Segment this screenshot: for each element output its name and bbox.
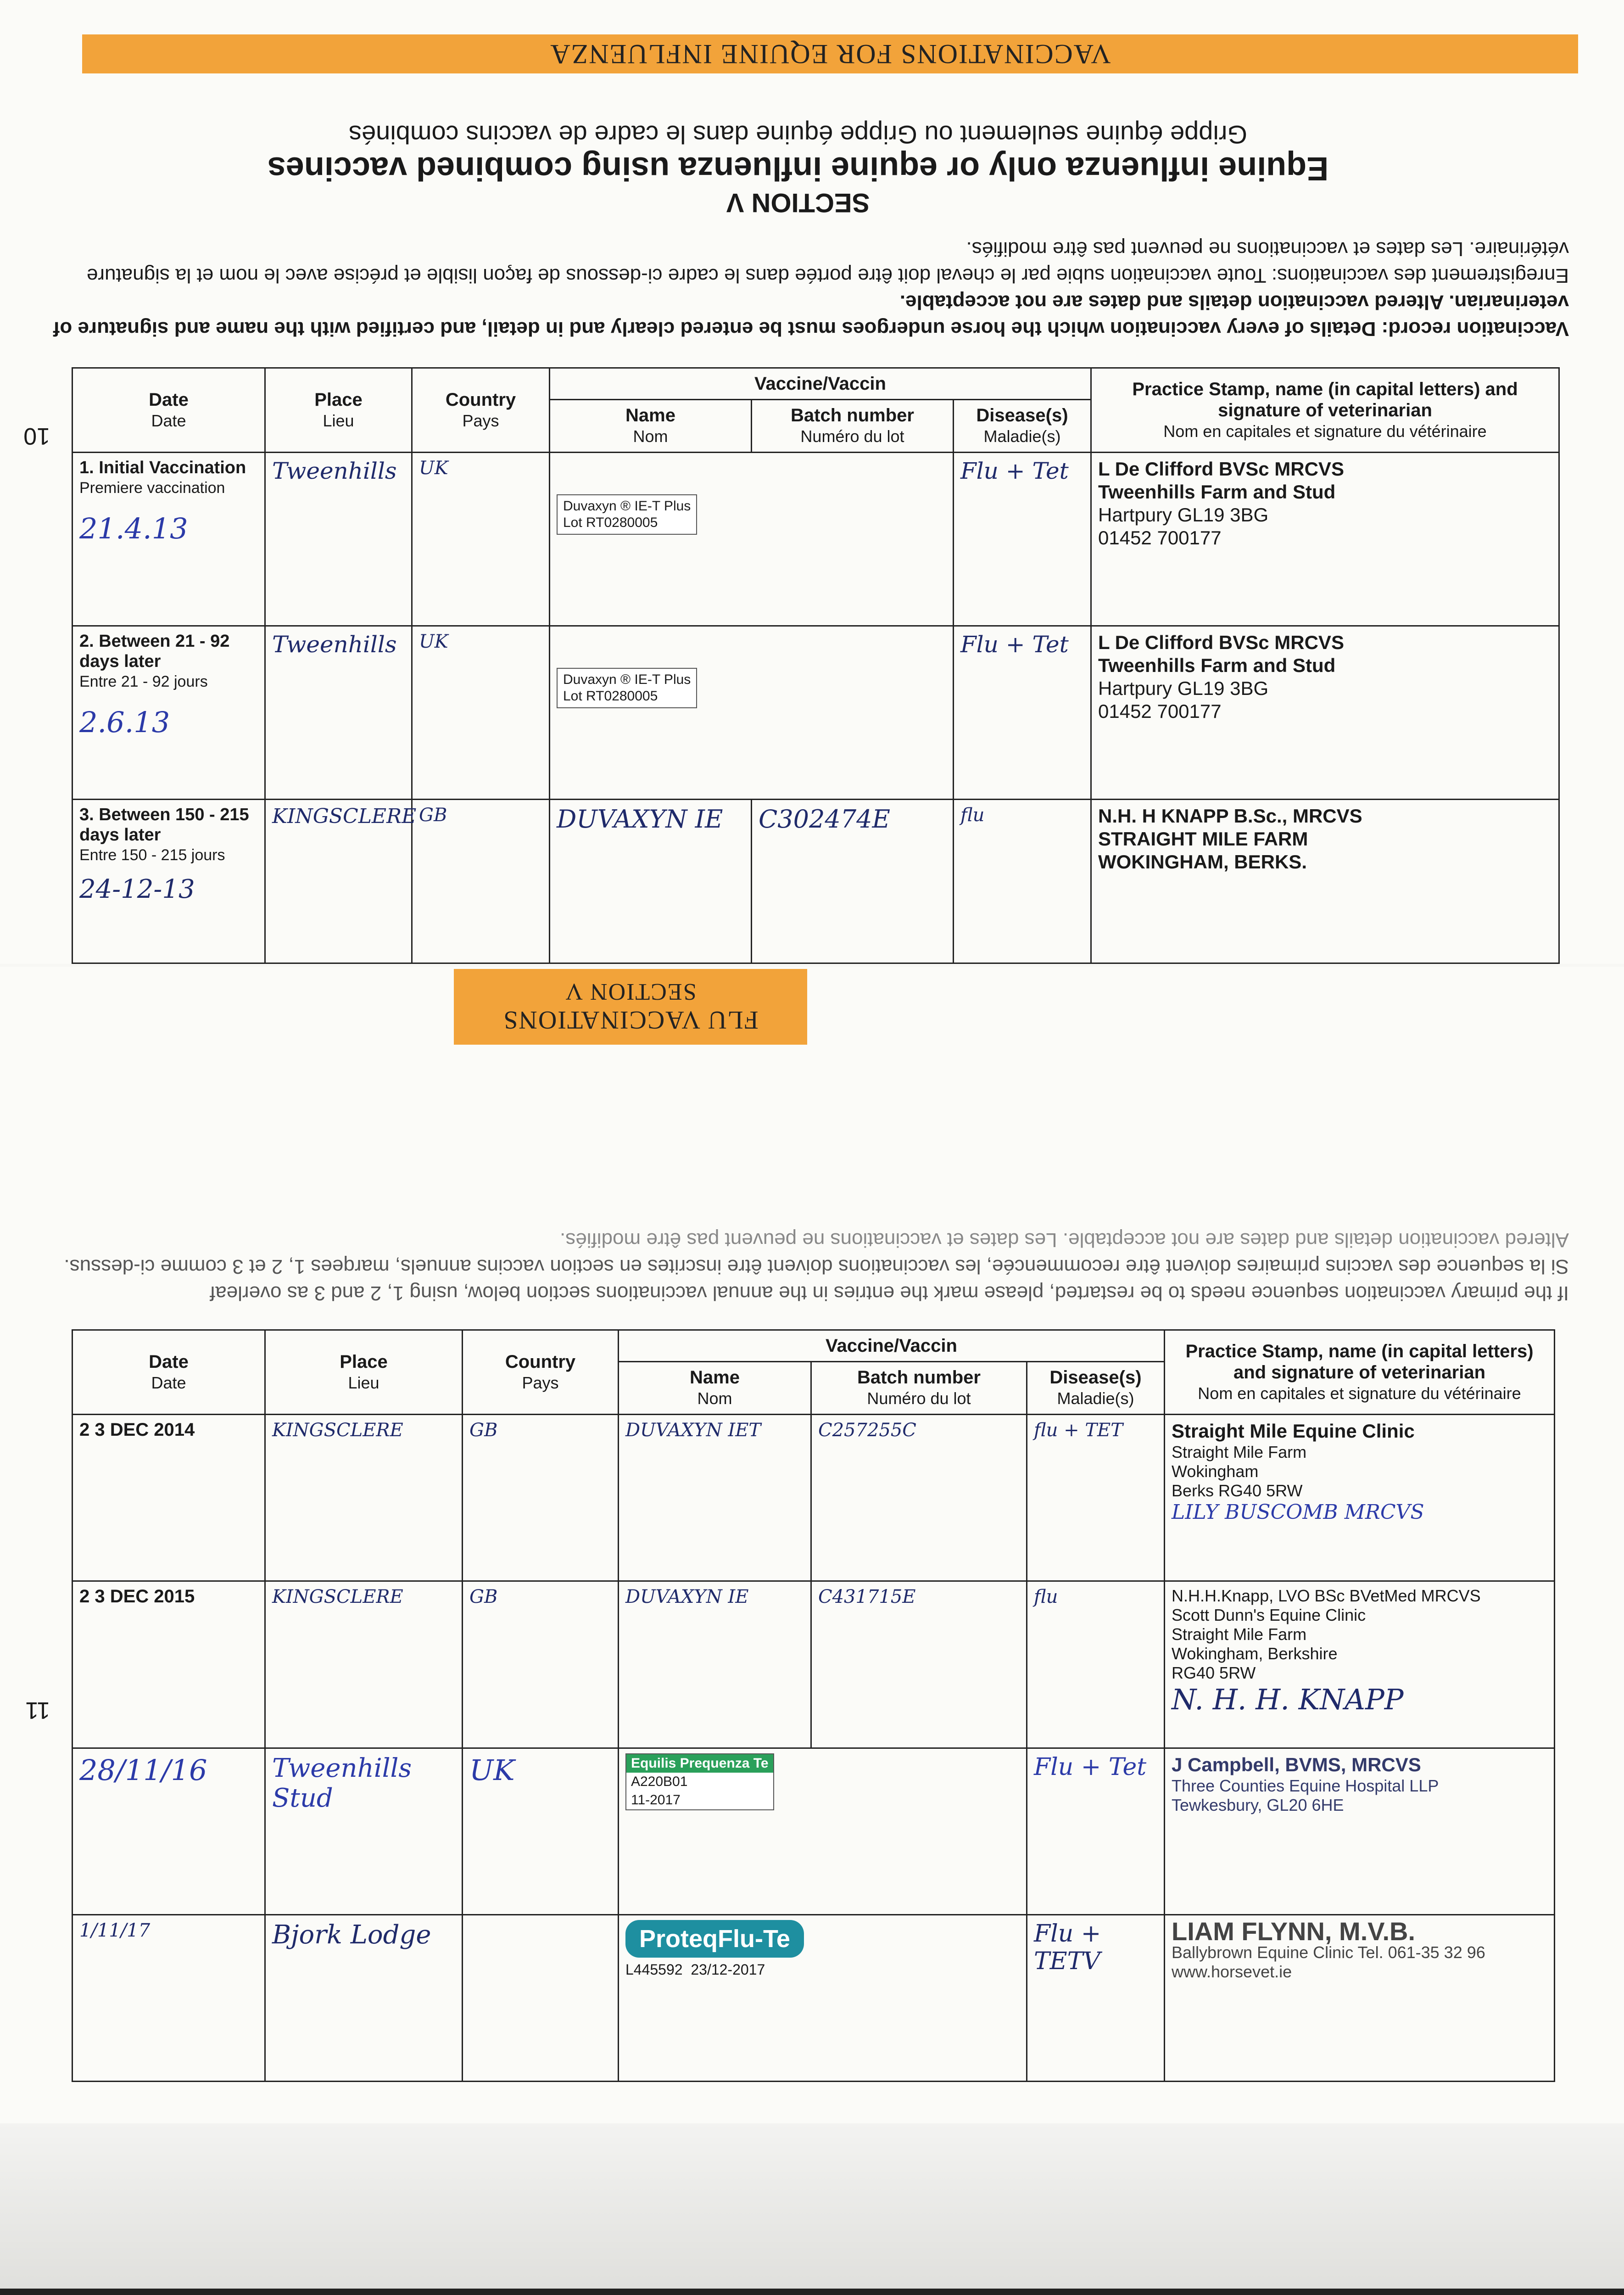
table-row [72, 1581, 1554, 1748]
row-place: Tweenhills Stud [265, 1748, 462, 1914]
stamp-line: Straight Mile Equine Clinic [1172, 1420, 1415, 1442]
row-date [72, 453, 265, 626]
row-vaccine-sticker [549, 626, 953, 800]
vet-name: N. H. H. KNAPP [1172, 1683, 1404, 1717]
sticker-product: Duvaxyn ® IE-T Plus [563, 672, 691, 688]
stamp-line: L De Clifford BVSc MRCVS [1098, 458, 1344, 480]
row-practice-stamp [1091, 800, 1559, 963]
stamp-line: Wokingham, Berkshire [1172, 1644, 1338, 1663]
row-place: Bjork Lodge [265, 1914, 462, 2081]
section-banner: VACCINATIONS FOR EQUINE INFLUENZA [82, 34, 1578, 73]
stamp-line: 01452 700177 [1098, 700, 1222, 722]
header-disease: Disease(s) Maladie(s) [953, 400, 1091, 453]
page-number: 11 [25, 1697, 50, 1724]
section-banner [454, 969, 807, 1045]
record-fr: Enregistrement des vaccinations: Toute vaccination subie par le cheval doit être portée dans le cadre ci-dessous de façon lisible et précise avec le nom et la signature vétérinaire. Les dates et vaccinations ne peuvent pas être modifiés. [86, 238, 1569, 287]
header-country: Country Pays [412, 368, 549, 453]
row-practice-stamp [1165, 1415, 1555, 1581]
vaccine-label-sticker [557, 494, 697, 535]
row-date: 28/11/16 [72, 1748, 265, 1914]
row-batch: C302474E [751, 800, 953, 963]
stamp-line: RG40 5RW [1172, 1663, 1256, 1683]
row-vaccine-sticker [618, 1914, 1027, 2081]
row-disease: Flu + Tet [953, 626, 1091, 800]
row-date: 2 3 DEC 2014 [72, 1415, 265, 1581]
record-en: Vaccination record: Details of every vaccination which the horse undergoes must be entered clearly and in detail, and certified with the name and signature of veterinarian. Altered vaccination details and dates are not acceptable. [53, 291, 1569, 340]
row-country: GB [462, 1415, 618, 1581]
row-country: UK [412, 453, 549, 626]
row-vaccine-name: DUVAXYN IE [618, 1581, 811, 1748]
stamp-line: N.H.H.Knapp, LVO BSc BVetMed MRCVS [1172, 1586, 1481, 1606]
row-practice-stamp [1091, 626, 1559, 800]
vaccine-label-sticker [625, 1753, 774, 1810]
header-batch: Batch number Numéro du lot [811, 1362, 1027, 1415]
row-date [72, 800, 265, 963]
row-place: Tweenhills [265, 626, 412, 800]
stamp-line: Straight Mile Farm [1172, 1443, 1307, 1461]
stamp-line: WOKINGHAM, BERKS. [1098, 851, 1307, 873]
row-date-value: 24-12-13 [79, 874, 195, 905]
section-subtitle: Grippe équine seulement ou Grippe équine dans le cadre de vaccins combinés [348, 120, 1248, 149]
stamp-line: N.H. H KNAPP B.Sc., MRCVS [1098, 805, 1362, 827]
row-batch: C431715E [811, 1581, 1027, 1748]
stamp-line: Tweenhills Farm and Stud [1098, 655, 1336, 677]
vaccine-label-sticker: ProteqFlu-Te [625, 1920, 804, 1958]
header-vaccine: Vaccine/Vaccin [618, 1330, 1164, 1362]
stamp-line: L De Clifford BVSc MRCVS [1098, 632, 1344, 654]
row-vaccine-name: DUVAXYN IET [618, 1415, 811, 1581]
table-row [72, 1748, 1554, 1914]
table-row [72, 453, 1559, 626]
stamp-line: Tewkesbury, GL20 6HE [1172, 1795, 1344, 1814]
sticker-product: Equilis Prequenza Te [626, 1754, 773, 1773]
row-place: KINGSCLERE [265, 800, 412, 963]
table-row [72, 1415, 1554, 1581]
row-country: GB [462, 1581, 618, 1748]
instruction-alt: Altered vaccination details and dates are not acceptable. Les dates et vaccinations ne peuvent pas être modifiés. [560, 1229, 1569, 1251]
page-11 [0, 967, 1624, 2295]
sticker-batch: A220B01 [631, 1774, 688, 1789]
row-date-value: 2.6.13 [79, 705, 170, 739]
table-header-row [72, 368, 1559, 400]
sticker-expiry: 11-2017 [631, 1792, 681, 1808]
row-practice-stamp [1165, 1914, 1555, 2081]
table-row [72, 1914, 1554, 2081]
row-disease: flu [953, 800, 1091, 963]
header-date: Date Date [72, 1330, 265, 1415]
row-place: KINGSCLERE [265, 1581, 462, 1748]
row-batch: C257255C [811, 1415, 1027, 1581]
stamp-line: Three Counties Equine Hospital LLP [1172, 1776, 1439, 1795]
stamp-line: Scott Dunn's Equine Clinic [1172, 1606, 1366, 1625]
row-date [72, 626, 265, 800]
row-country: UK [462, 1748, 618, 1914]
table-header-row [72, 1330, 1554, 1362]
row-practice-stamp [1165, 1581, 1555, 1748]
row-disease: Flu + Tet [1027, 1748, 1164, 1914]
row-place: KINGSCLERE [265, 1415, 462, 1581]
table-row [72, 800, 1559, 963]
annual-vaccination-table [72, 1329, 1555, 2082]
vet-name: LILY BUSCOMB MRCVS [1172, 1500, 1424, 1524]
row-disease: flu [1027, 1581, 1164, 1748]
row-disease: Flu + Tet [953, 453, 1091, 626]
section-label: SECTION V [726, 188, 870, 218]
stage-label: 3. Between 150 - 215 days later Entre 150 - 215 jours [79, 805, 249, 864]
instruction-fr: Si la sequence des vaccins primaires doivent être recommencée, les vaccinations doivent être inscrites en section vaccins annuels, marqees 1, 2 et 3 comme ci-dessus. [64, 1255, 1569, 1278]
row-date: 1/11/17 [72, 1914, 265, 2081]
header-batch: Batch number Numéro du lot [751, 400, 953, 453]
stamp-line: LIAM FLYNN, M.V.B. [1172, 1916, 1416, 1946]
sticker-product: Duvaxyn ® IE-T Plus [563, 498, 691, 514]
stage-label: 2. Between 21 - 92 days later Entre 21 - 92 jours [79, 632, 230, 691]
vaccine-label-sticker [557, 668, 697, 708]
record-instructions [32, 235, 1569, 342]
header-name: Name Nom [549, 400, 751, 453]
row-vaccine-sticker [618, 1748, 1027, 1914]
page-bottom-margin [0, 2123, 1624, 2289]
stamp-line: STRAIGHT MILE FARM [1098, 828, 1308, 850]
stamp-line: Berks RG40 5RW [1172, 1481, 1303, 1500]
header-place: Place Lieu [265, 368, 412, 453]
stamp-line: Tweenhills Farm and Stud [1098, 481, 1336, 503]
row-date: 2 3 DEC 2015 [72, 1581, 265, 1748]
header-practice: Practice Stamp, name (in capital letters) and signature of veterinarian Nom en capitales et signature du vétérinaire [1165, 1330, 1555, 1415]
stamp-line: Hartpury GL19 3BG [1098, 504, 1269, 526]
row-country [462, 1914, 618, 2081]
row-place: Tweenhills [265, 453, 412, 626]
header-disease: Disease(s) Maladie(s) [1027, 1362, 1164, 1415]
row-disease: flu + TET [1027, 1415, 1164, 1581]
row-vaccine-sticker [549, 453, 953, 626]
instructions [18, 1226, 1569, 1306]
header-date: Date Date [72, 368, 265, 453]
page-10 [0, 0, 1624, 964]
row-disease: Flu + TETV [1027, 1914, 1164, 2081]
instruction-en: If the primary vaccination sequence needs to be restarted, please mark the entries in the annual vaccinations section below, using 1, 2 and 3 as overleaf [210, 1282, 1569, 1304]
section-heading [201, 120, 1395, 218]
header-vaccine: Vaccine/Vaccin [549, 368, 1091, 400]
header-practice: Practice Stamp, name (in capital letters) and signature of veterinarian Nom en capitales et signature du vétérinaire [1091, 368, 1559, 453]
sticker-lot: Lot RT0280005 [563, 515, 658, 530]
section-title: Equine influenza only or equine influenza using combined vaccines [267, 150, 1329, 187]
stamp-line: Wokingham [1172, 1462, 1259, 1481]
stamp-line: Hartpury GL19 3BG [1098, 677, 1269, 700]
page-number: 10 [23, 423, 50, 449]
stamp-line: Straight Mile Farm [1172, 1625, 1307, 1644]
sticker-lot: Lot RT0280005 [563, 688, 658, 704]
header-place: Place Lieu [265, 1330, 462, 1415]
row-country: UK [412, 626, 549, 800]
header-name: Name Nom [618, 1362, 811, 1415]
row-practice-stamp [1091, 453, 1559, 626]
sticker-batch: L445592 23/12-2017 [625, 1961, 765, 1978]
table-row [72, 626, 1559, 800]
row-vaccine-name: DUVAXYN IE [549, 800, 751, 963]
stamp-line: 01452 700177 [1098, 527, 1222, 549]
row-date-value: 21.4.13 [79, 512, 188, 545]
header-country: Country Pays [462, 1330, 618, 1415]
stamp-line: www.horsevet.ie [1172, 1962, 1292, 1981]
stage-label: 1. Initial Vaccination Premiere vaccination [79, 458, 246, 497]
row-practice-stamp [1165, 1748, 1555, 1914]
stamp-line: J Campbell, BVMS, MRCVS [1172, 1753, 1421, 1775]
banner-section: SECTION V [564, 979, 697, 1005]
row-country: GB [412, 800, 549, 963]
stamp-line: Ballybrown Equine Clinic Tel. 061-35 32 96 [1172, 1942, 1485, 1962]
banner-title: FLU VACCINATIONS [502, 1006, 759, 1034]
initial-vaccination-table [72, 367, 1560, 964]
